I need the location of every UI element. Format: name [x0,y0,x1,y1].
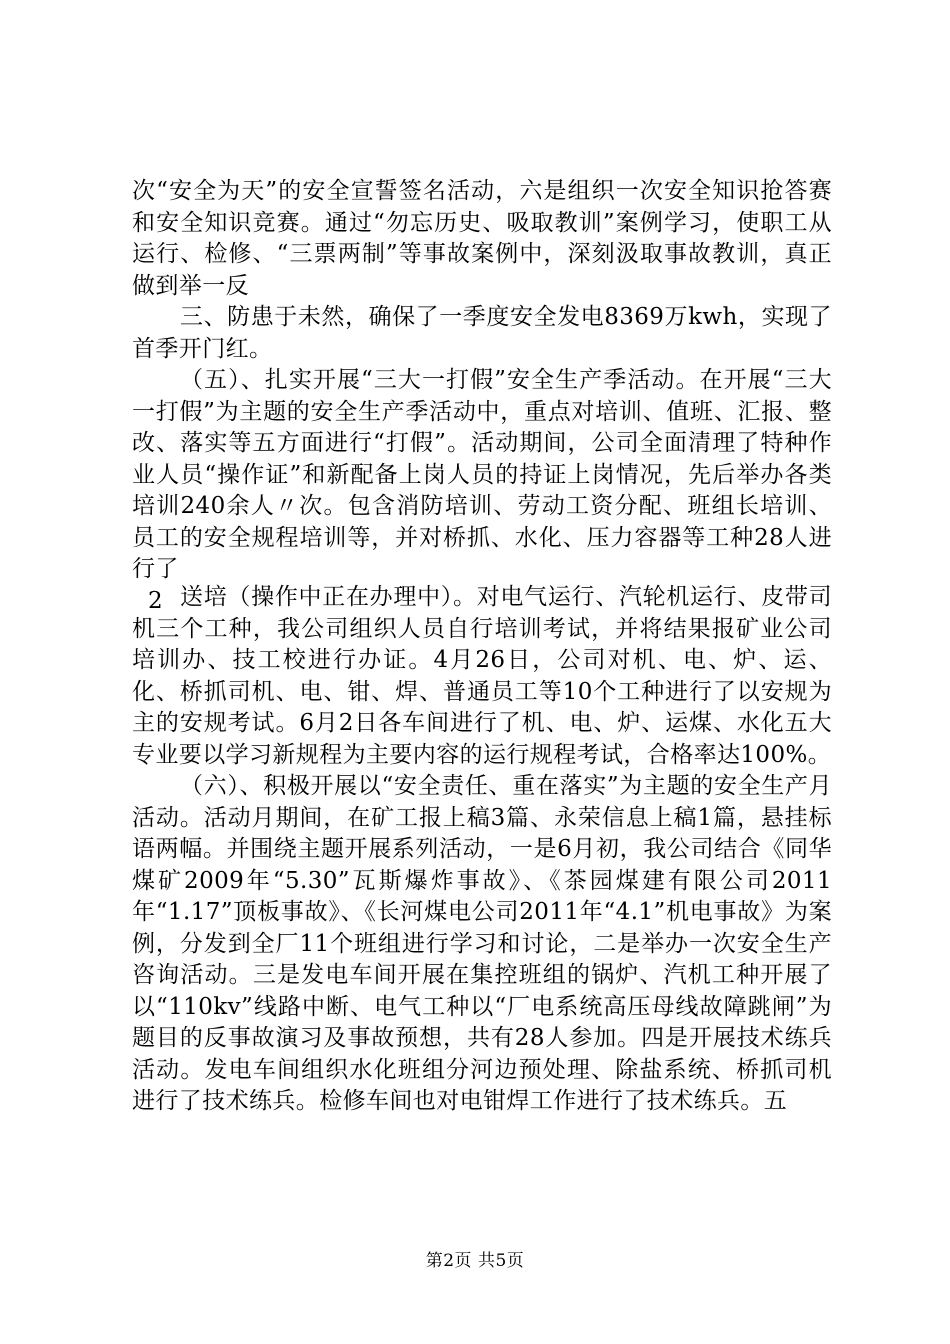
paragraph-section-six: （六）、积极开展以“安全责任、重在落实”为主题的安全生产月活动。活动月期间，在矿工报上稿3篇、永荣信息上稿1篇，悬挂标语两幅。并围绕主题开展系列活动，一是6月初，我公司结合《同华煤矿2009年“5.30”瓦斯爆炸事故》、《茶园煤建有限公司2011年“1.17”顶板事故》、《长河煤电公司2011年“4.1”机电事故》为案例，分发到全厂11个班组进行学习和讨论，二是举办一次安全生产咨询活动。三是发电车间开展在集控班组的锅炉、汽机工种开展了以“110kv”线路中断、电气工种以“厂电系统高压母线故障跳闸”为题目的反事故演习及事故预想，共有28人参加。四是开展技术练兵活动。发电车间组织水化班组分河边预处理、除盐系统、桥抓司机进行了技术练兵。检修车间也对电钳焊工作进行了技术练兵。五 [132,773,832,1114]
page-footer: 第2页 共5页 [425,1251,525,1271]
paragraph-section-five: （五）、扎实开展“三大一打假”安全生产季活动。在开展“三大一打假”为主题的安全生产季活动中，重点对培训、值班、汇报、整改、落实等五方面进行“打假”。活动期间，公司全面清理了特种作业人员“操作证”和新配备上岗人员的持证上岗情况，先后举办各类培训240余人〃次。包含消防培训、劳动工资分配、班组长培训、员工的安全规程培训等，并对桥抓、水化、压力容器等工种28人进行了 [132,367,832,582]
paragraph-continued: 次“安全为天”的安全宣誓签名活动，六是组织一次安全知识抢答赛和安全知识竞赛。通过“勿忘历史、吸取教训”案例学习，使职工从运行、检修、“三票两制”等事故案例中，深刻汲取事故教训，真正做到举一反 [132,178,832,299]
paragraph-power-generation: 三、防患于未然，确保了一季度安全发电8369万kwh，实现了首季开门红。 [132,304,832,362]
text-block-lower [132,582,832,1118]
inline-page-number: 2 [148,587,164,614]
text-block-upper [132,176,832,617]
paragraph-training: 送培（操作中正在办理中）。对电气运行、汽轮机运行、皮带司机三个工种，我公司组织人员自行培训考试，并将结果报矿业公司培训办、技工校进行办证。4月26日，公司对机、电、炉、运、化、桥抓司机、电、钳、焊、普通员工等10个工种进行了以安规为主的安规考试。6月2日各车间进行了机、电、炉、运煤、水化五大专业要以学习新规程为主要内容的运行规程考试，合格率达100%。 [132,584,832,768]
